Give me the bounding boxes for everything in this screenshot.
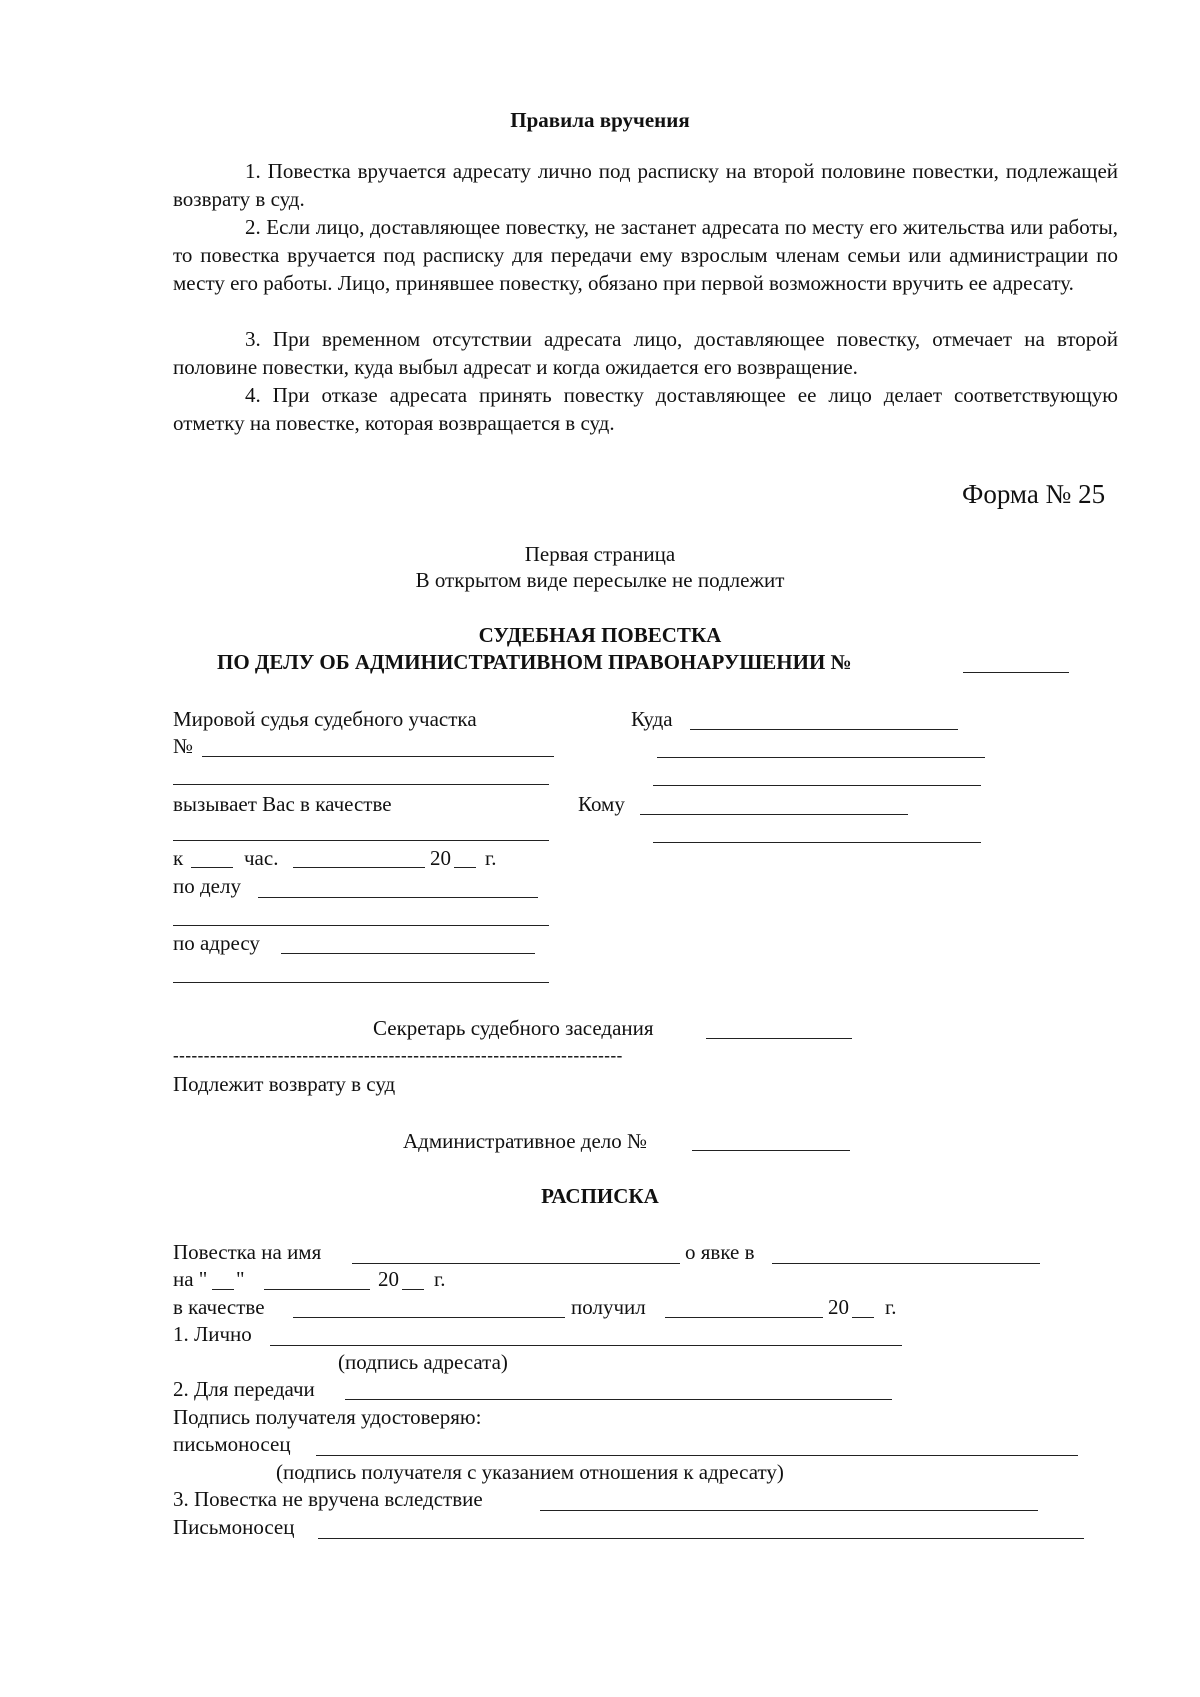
day-field[interactable]: [212, 1289, 234, 1290]
postman-signature-field[interactable]: [316, 1455, 1078, 1456]
as-field[interactable]: [293, 1317, 565, 1318]
received-year-field[interactable]: [852, 1317, 874, 1318]
postman2-signature-field[interactable]: [318, 1538, 1084, 1539]
case-label: по делу: [173, 874, 241, 898]
where-field-3[interactable]: [653, 785, 981, 786]
date-field[interactable]: [293, 867, 425, 868]
summons-name-label: Повестка на имя: [173, 1240, 322, 1264]
rules-item-2: 2. Если лицо, доставляющее повестку, не застанет адресата по месту его жительства или работы, то повестка вручается под расписку для передачи ему взрослым членам семьи или администрации по месту его работы. Лицо, принявшее повестку, обязано при первой возможности вручить ее адресату.: [173, 215, 1118, 295]
addressee-signature-caption: (подпись адресата): [338, 1350, 508, 1374]
district-number-sign: №: [173, 734, 194, 758]
summons-name-field[interactable]: [352, 1263, 680, 1264]
not-open-mail-label: В открытом виде пересылке не подлежит: [415, 568, 785, 592]
case-field-2[interactable]: [173, 925, 549, 926]
not-delivered-label: 3. Повестка не вручена вследствие: [173, 1487, 483, 1511]
address-field-2[interactable]: [173, 982, 549, 983]
judge-name-field[interactable]: [173, 784, 549, 785]
secretary-signature-field[interactable]: [706, 1038, 852, 1039]
time-k-label: к: [173, 846, 184, 870]
form-number: Форма № 25: [962, 479, 1106, 509]
where-label: Куда: [631, 707, 673, 731]
received-year-prefix: 20: [828, 1295, 849, 1319]
on-quote-close: ": [236, 1267, 245, 1291]
judge-label: Мировой судья судебного участка: [173, 707, 477, 731]
postman2-label: Письмоносец: [173, 1515, 295, 1539]
whom-field[interactable]: [640, 814, 908, 815]
appear-field[interactable]: [772, 1263, 1040, 1264]
return-label: Подлежит возврату в суд: [173, 1072, 396, 1096]
address-field[interactable]: [281, 953, 535, 954]
receipt-year-field[interactable]: [402, 1289, 424, 1290]
transfer-label: 2. Для передачи: [173, 1377, 315, 1401]
personal-label: 1. Лично: [173, 1322, 252, 1346]
as-label: в качестве: [173, 1295, 265, 1319]
secretary-label: Секретарь судебного заседания: [373, 1016, 654, 1040]
whom-label: Кому: [578, 792, 625, 816]
year-prefix: 20: [430, 846, 451, 870]
received-year-suffix: г.: [885, 1295, 897, 1319]
rules-item-3: 3. При временном отсутствии адресата лицо, доставляющее повестку, отмечает на второй половине повестки, куда выбыл адресат и когда ожидается его возвращение.: [173, 327, 1118, 379]
first-page-label: Первая страница: [524, 542, 676, 566]
receipt-year-suffix: г.: [434, 1267, 446, 1291]
summons-title: СУДЕБНАЯ ПОВЕСТКА: [478, 623, 722, 647]
certify-label: Подпись получателя удостоверяю:: [173, 1405, 482, 1429]
rules-item-1: 1. Повестка вручается адресату лично под расписку на второй половине повестки, подлежащей возврату в суд.: [173, 159, 1118, 211]
receipt-title: РАСПИСКА: [541, 1184, 659, 1208]
hour-label: час.: [244, 846, 279, 870]
address-label: по адресу: [173, 931, 260, 955]
case-number-field[interactable]: [963, 672, 1069, 673]
received-label: получил: [571, 1295, 646, 1319]
rules-item-4: 4. При отказе адресата принять повестку доставляющее ее лицо делает соответствующую отметку на повестке, которая возвращается в суд.: [173, 383, 1118, 435]
district-number-field[interactable]: [202, 756, 554, 757]
receipt-year-prefix: 20: [378, 1267, 399, 1291]
hour-field[interactable]: [191, 867, 233, 868]
received-date-field[interactable]: [665, 1317, 823, 1318]
postman-label: письмоносец: [173, 1432, 291, 1456]
on-label: на ": [173, 1267, 208, 1291]
calls-as-field[interactable]: [173, 840, 549, 841]
summons-subtitle: ПО ДЕЛУ ОБ АДМИНИСТРАТИВНОМ ПРАВОНАРУШЕНИИ №: [217, 650, 852, 674]
recipient-signature-caption: (подпись получателя с указанием отношения к адресату): [276, 1460, 784, 1484]
cut-line: -------------------------------------------------------------------------: [173, 1046, 623, 1065]
whom-field-2[interactable]: [653, 842, 981, 843]
admin-case-label: Административное дело №: [403, 1129, 648, 1153]
where-field-2[interactable]: [657, 757, 985, 758]
month-field[interactable]: [264, 1289, 370, 1290]
personal-signature-field[interactable]: [270, 1345, 902, 1346]
appear-label: о явке в: [685, 1240, 755, 1264]
where-field[interactable]: [690, 729, 958, 730]
case-field[interactable]: [258, 897, 538, 898]
admin-case-number-field[interactable]: [692, 1150, 850, 1151]
not-delivered-reason-field[interactable]: [540, 1510, 1038, 1511]
year-suffix: г.: [485, 846, 497, 870]
calls-as-label: вызывает Вас в качестве: [173, 792, 392, 816]
transfer-field[interactable]: [345, 1399, 892, 1400]
rules-title: Правила вручения: [510, 108, 690, 132]
year-field[interactable]: [454, 867, 476, 868]
